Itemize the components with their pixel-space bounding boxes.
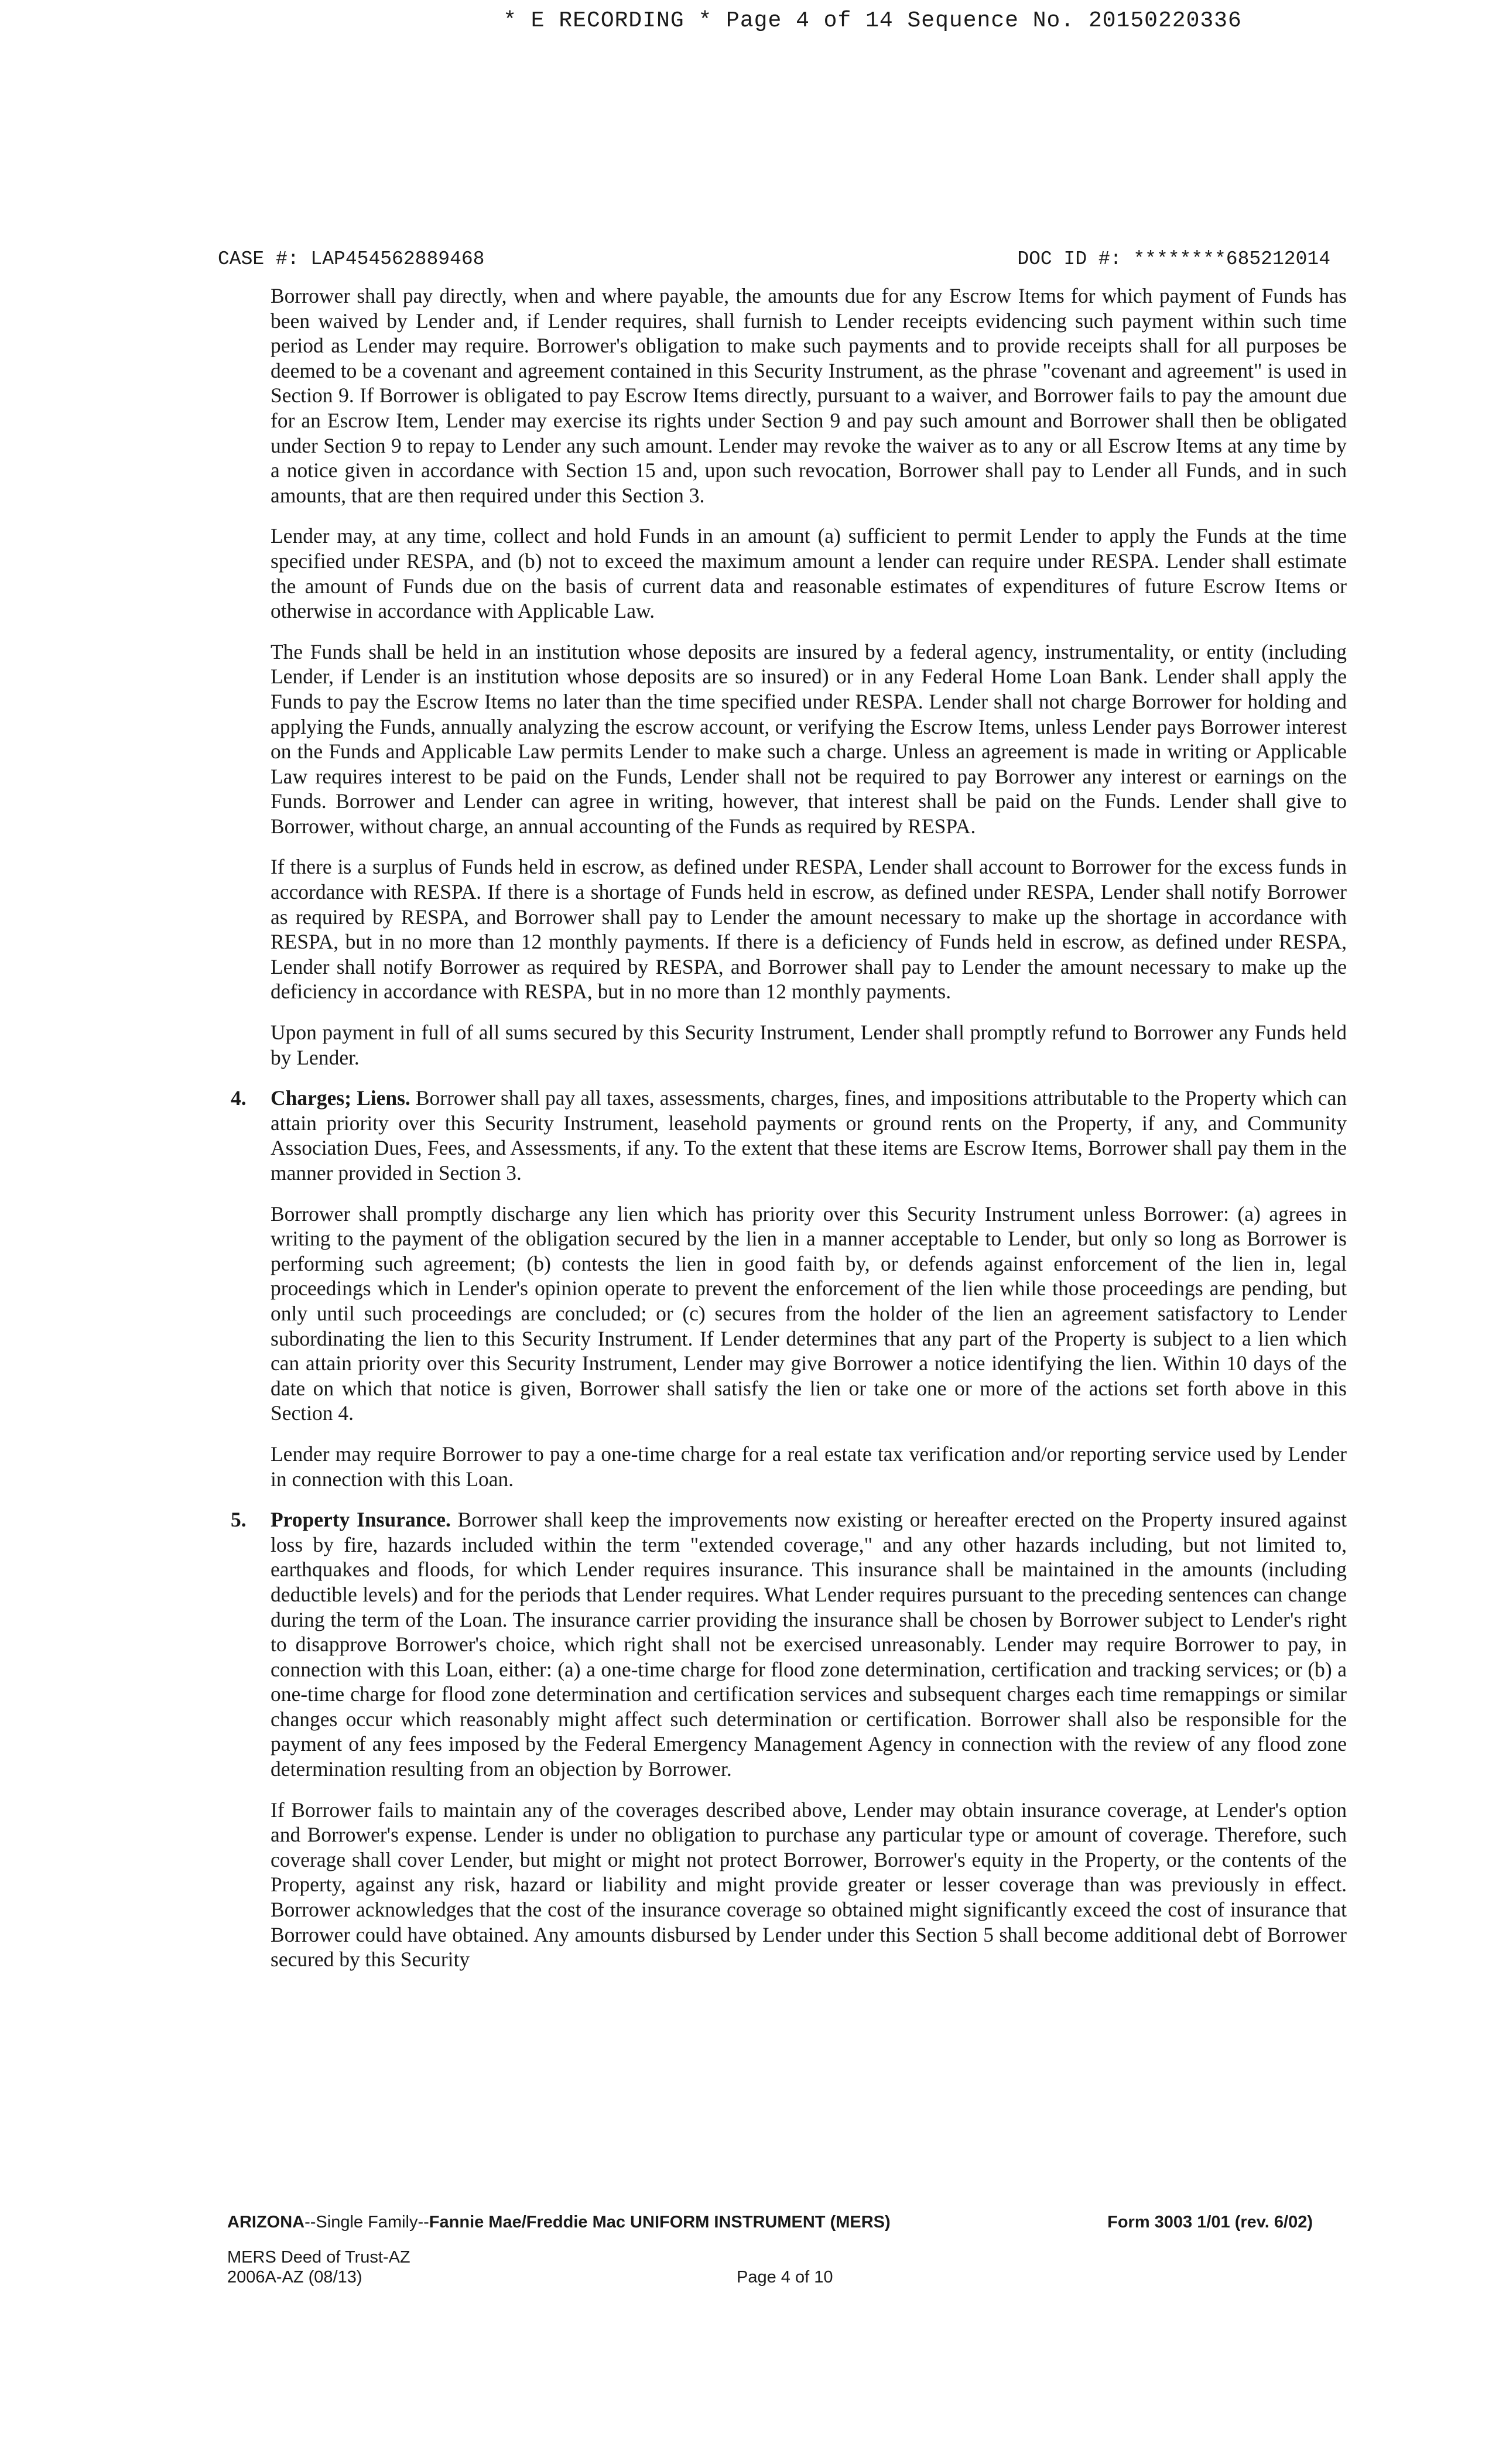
section-5 <box>231 1507 1347 1782</box>
paragraph-discharge-lien: Borrower shall promptly discharge any lien which has priority over this Security Instrument unless Borrower: (a) agrees in writing to the payment of the obligation secured by the lien in a manner acceptable to Lender, but only so long as Borrower is performing such agreement; (b) contests the lien in good faith by, or defends against enforcement of the lien in, legal proceedings which in Lender's opinion operate to prevent the enforcement of the lien while those proceedings are pending, but only until such proceedings are concluded; or (c) secures from the holder of the lien an agreement satisfactory to Lender subordinating the lien to this Security Instrument. If Lender determines that any part of the Property is subject to a lien which can attain priority over this Security Instrument, Lender may give Borrower a notice identifying the lien. Within 10 days of the date on which that notice is given, Borrower shall satisfy the lien or take one or more of the actions set forth above in this Section 4. <box>271 1202 1347 1425</box>
section-text: Borrower shall keep the improvements now existing or hereafter erected on the Property insured against loss by fire, hazards included within the term "extended coverage," and any other hazards including, but not limited to, earthquakes and floods, for which Lender requires insurance. This insurance shall be maintained in the amounts (including deductible levels) and for the periods that Lender requires. What Lender requires pursuant to the preceding sentences can change during the term of the Loan. The insurance carrier providing the insurance shall be chosen by Borrower subject to Lender's right to disapprove Borrower's choice, which right shall not be exercised unreasonably. Lender may require Borrower to pay, in connection with this Loan, either: (a) a one-time charge for flood zone determination, certification and tracking services; or (b) a one-time charge for flood zone determination and certification services and subsequent charges each time remappings or similar changes occur which reasonably might affect such determination or certification. Borrower shall also be responsible for the payment of any fees imposed by the Federal Emergency Management Agency in connection with the review of any flood zone determination resulting from an objection by Borrower. <box>271 1508 1347 1781</box>
section-title: Property Insurance. <box>271 1508 451 1532</box>
page-footer <box>227 2212 1328 2287</box>
paragraph-collect-funds: Lender may, at any time, collect and hold Funds in an amount (a) sufficient to permit Lender to apply the Funds at the time specified under RESPA, and (b) not to exceed the maximum amount a lender can require under RESPA. Lender shall estimate the amount of Funds due on the basis of current data and reasonable estimates of expenditures of future Escrow Items or otherwise in accordance with Applicable Law. <box>271 524 1347 623</box>
footer-form-code: 2006A-AZ (08/13) <box>227 2268 362 2287</box>
paragraph-surplus: If there is a surplus of Funds held in escrow, as defined under RESPA, Lender shall account to Borrower for the excess funds in accordance with RESPA. If there is a shortage of Funds held in escrow, as defined under RESPA, Lender shall notify Borrower as required by RESPA, and Borrower shall pay to Lender the amount necessary to make up the shortage in accordance with RESPA, but in no more than 12 monthly payments. If there is a deficiency of Funds held in escrow, as defined under RESPA, Lender shall notify Borrower as required by RESPA, and Borrower shall pay to Lender the amount necessary to make up the deficiency in accordance with RESPA, but in no more than 12 monthly payments. <box>271 855 1347 1004</box>
section-4 <box>231 1086 1347 1185</box>
document-body <box>231 283 1347 1988</box>
paragraph-tax-verification: Lender may require Borrower to pay a one-time charge for a real estate tax verification and/or reporting service used by Lender in connection with this Loan. <box>271 1442 1347 1491</box>
section-number: 4. <box>231 1086 247 1110</box>
recording-header: * E RECORDING * Page 4 of 14 Sequence No. 20150220336 <box>503 8 1242 33</box>
case-number: CASE #: LAP454562889468 <box>218 248 485 270</box>
paragraph-refund: Upon payment in full of all sums secured by this Security Instrument, Lender shall promptly refund to Borrower any Funds held by Lender. <box>271 1021 1347 1069</box>
footer-title <box>227 2212 891 2232</box>
footer-page-number: Page 4 of 10 <box>737 2268 833 2287</box>
case-line <box>218 248 1330 270</box>
section-title: Charges; Liens. <box>271 1086 410 1110</box>
doc-id: DOC ID #: ********685212014 <box>1017 248 1330 270</box>
section-number: 5. <box>231 1508 247 1532</box>
footer-form-number: Form 3003 1/01 (rev. 6/02) <box>1107 2213 1313 2232</box>
paragraph-escrow-waiver: Borrower shall pay directly, when and where payable, the amounts due for any Escrow Items for which payment of Funds has been waived by Lender and, if Lender requires, shall furnish to Lender receipts evidencing such payment within such time period as Lender may require. Borrower's obligation to make such payments and to provide receipts shall for all purposes be deemed to be a covenant and agreement contained in this Security Instrument, as the phrase "covenant and agreement" is used in Section 9. If Borrower is obligated to pay Escrow Items directly, pursuant to a waiver, and Borrower fails to pay the amount due for an Escrow Item, Lender may exercise its rights under Section 9 and pay such amount and Borrower shall then be obligated under Section 9 to repay to Lender any such amount. Lender may revoke the waiver as to any or all Escrow Items at any time by a notice given in accordance with Section 15 and, upon such revocation, Borrower shall pay to Lender all Funds, and in such amounts, that are then required under this Section 3. <box>271 284 1347 507</box>
footer-instrument: Fannie Mae/Freddie Mac UNIFORM INSTRUMENT (MERS) <box>429 2213 891 2232</box>
footer-state: ARIZONA <box>227 2213 305 2232</box>
paragraph-funds-held: The Funds shall be held in an institution whose deposits are insured by a federal agency, instrumentality, or entity (including Lender, if Lender is an institution whose deposits are so insured) or in any Federal Home Loan Bank. Lender shall apply the Funds to pay the Escrow Items no later than the time specified under RESPA. Lender shall not charge Borrower for holding and applying the Funds, annually analyzing the escrow account, or verifying the Escrow Items, unless Lender pays Borrower interest on the Funds and Applicable Law permits Lender to make such a charge. Unless an agreement is made in writing or Applicable Law requires interest to be paid on the Funds, Lender shall not be required to pay Borrower any interest or earnings on the Funds. Borrower and Lender can agree in writing, however, that interest shall be paid on the Funds. Lender shall give to Borrower, without charge, an annual accounting of the Funds as required by RESPA. <box>271 639 1347 838</box>
paragraph-coverage-failure: If Borrower fails to maintain any of the coverages described above, Lender may obtain insurance coverage, at Lender's option and Borrower's expense. Lender is under no obligation to purchase any particular type or amount of coverage. Therefore, such coverage shall cover Lender, but might or might not protect Borrower, Borrower's equity in the Property, or the contents of the Property, against any risk, hazard or liability and might provide greater or lesser coverage than was previously in effect. Borrower acknowledges that the cost of the insurance coverage so obtained might significantly exceed the cost of insurance that Borrower could have obtained. Any amounts disbursed by Lender under this Section 5 shall become additional debt of Borrower secured by this Security <box>271 1798 1347 1972</box>
section-text: Borrower shall pay all taxes, assessments, charges, fines, and impositions attributable to the Property which can attain priority over this Security Instrument, leasehold payments or ground rents on the Property, if any, and Community Association Dues, Fees, and Assessments, if any. To the extent that these items are Escrow Items, Borrower shall pay them in the manner provided in Section 3. <box>271 1086 1347 1185</box>
footer-deed-name: MERS Deed of Trust-AZ <box>227 2248 410 2267</box>
footer-family: --Single Family-- <box>304 2213 429 2232</box>
